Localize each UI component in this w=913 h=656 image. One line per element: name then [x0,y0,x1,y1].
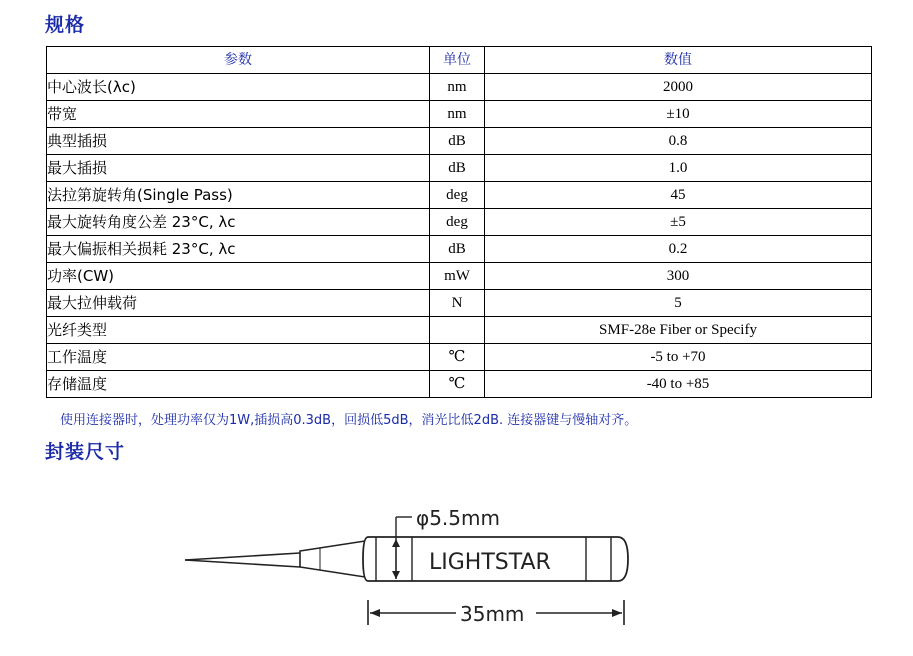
connector-note: 使用连接器时，处理功率仅为1W,插损高0.3dB，回损低5dB，消光比低2dB. 连接器键与慢轴对齐。 [60,413,638,428]
table-header-row [47,47,872,74]
table-row [47,371,872,398]
table-row [47,236,872,263]
param-cell: 最大插损 [47,155,430,182]
unit-cell: nm [430,74,485,101]
package-section-title: 封装尺寸 [45,441,126,463]
fiber-boot [300,541,365,577]
unit-cell [430,317,485,344]
table-row [47,74,872,101]
unit-cell: dB [430,128,485,155]
param-cell: 光纤类型 [47,317,430,344]
param-cell: 中心波长(λc) [47,74,430,101]
param-cell: 最大旋转角度公差 23°C, λc [47,209,430,236]
table-row [47,290,872,317]
unit-cell: deg [430,182,485,209]
table-row [47,344,872,371]
diameter-label: φ5.5mm [416,506,500,530]
table-row [47,182,872,209]
fiber-lead [185,553,300,560]
brand-label: LIGHTSTAR [429,550,551,575]
spec-table [46,46,872,398]
value-cell: ±10 [485,101,872,128]
value-cell: -5 to +70 [485,344,872,371]
value-cell: -40 to +85 [485,371,872,398]
param-cell: 法拉第旋转角(Single Pass) [47,182,430,209]
param-cell: 典型插损 [47,128,430,155]
value-cell: 5 [485,290,872,317]
spec-section-title: 规格 [45,14,86,36]
unit-cell: dB [430,236,485,263]
value-cell: 0.2 [485,236,872,263]
value-cell: SMF-28e Fiber or Specify [485,317,872,344]
table-row [47,209,872,236]
table-row [47,155,872,182]
unit-cell: N [430,290,485,317]
value-cell: 0.8 [485,128,872,155]
value-cell: 300 [485,263,872,290]
value-cell: 1.0 [485,155,872,182]
unit-cell: deg [430,209,485,236]
value-cell: 2000 [485,74,872,101]
param-cell: 存储温度 [47,371,430,398]
value-cell: ±5 [485,209,872,236]
header-value: 数值 [485,47,872,74]
param-cell: 功率(CW) [47,263,430,290]
table-row [47,317,872,344]
unit-cell: nm [430,101,485,128]
unit-cell: ℃ [430,371,485,398]
param-cell: 带宽 [47,101,430,128]
unit-cell: mW [430,263,485,290]
unit-cell: dB [430,155,485,182]
table-row [47,128,872,155]
table-row [47,101,872,128]
param-cell: 最大偏振相关损耗 23°C, λc [47,236,430,263]
package-dimension-drawing [180,495,640,645]
unit-cell: ℃ [430,344,485,371]
header-unit: 单位 [430,47,485,74]
param-cell: 工作温度 [47,344,430,371]
value-cell: 45 [485,182,872,209]
param-cell: 最大拉伸载荷 [47,290,430,317]
header-param: 参数 [47,47,430,74]
table-row [47,263,872,290]
length-label: 35mm [460,602,525,626]
